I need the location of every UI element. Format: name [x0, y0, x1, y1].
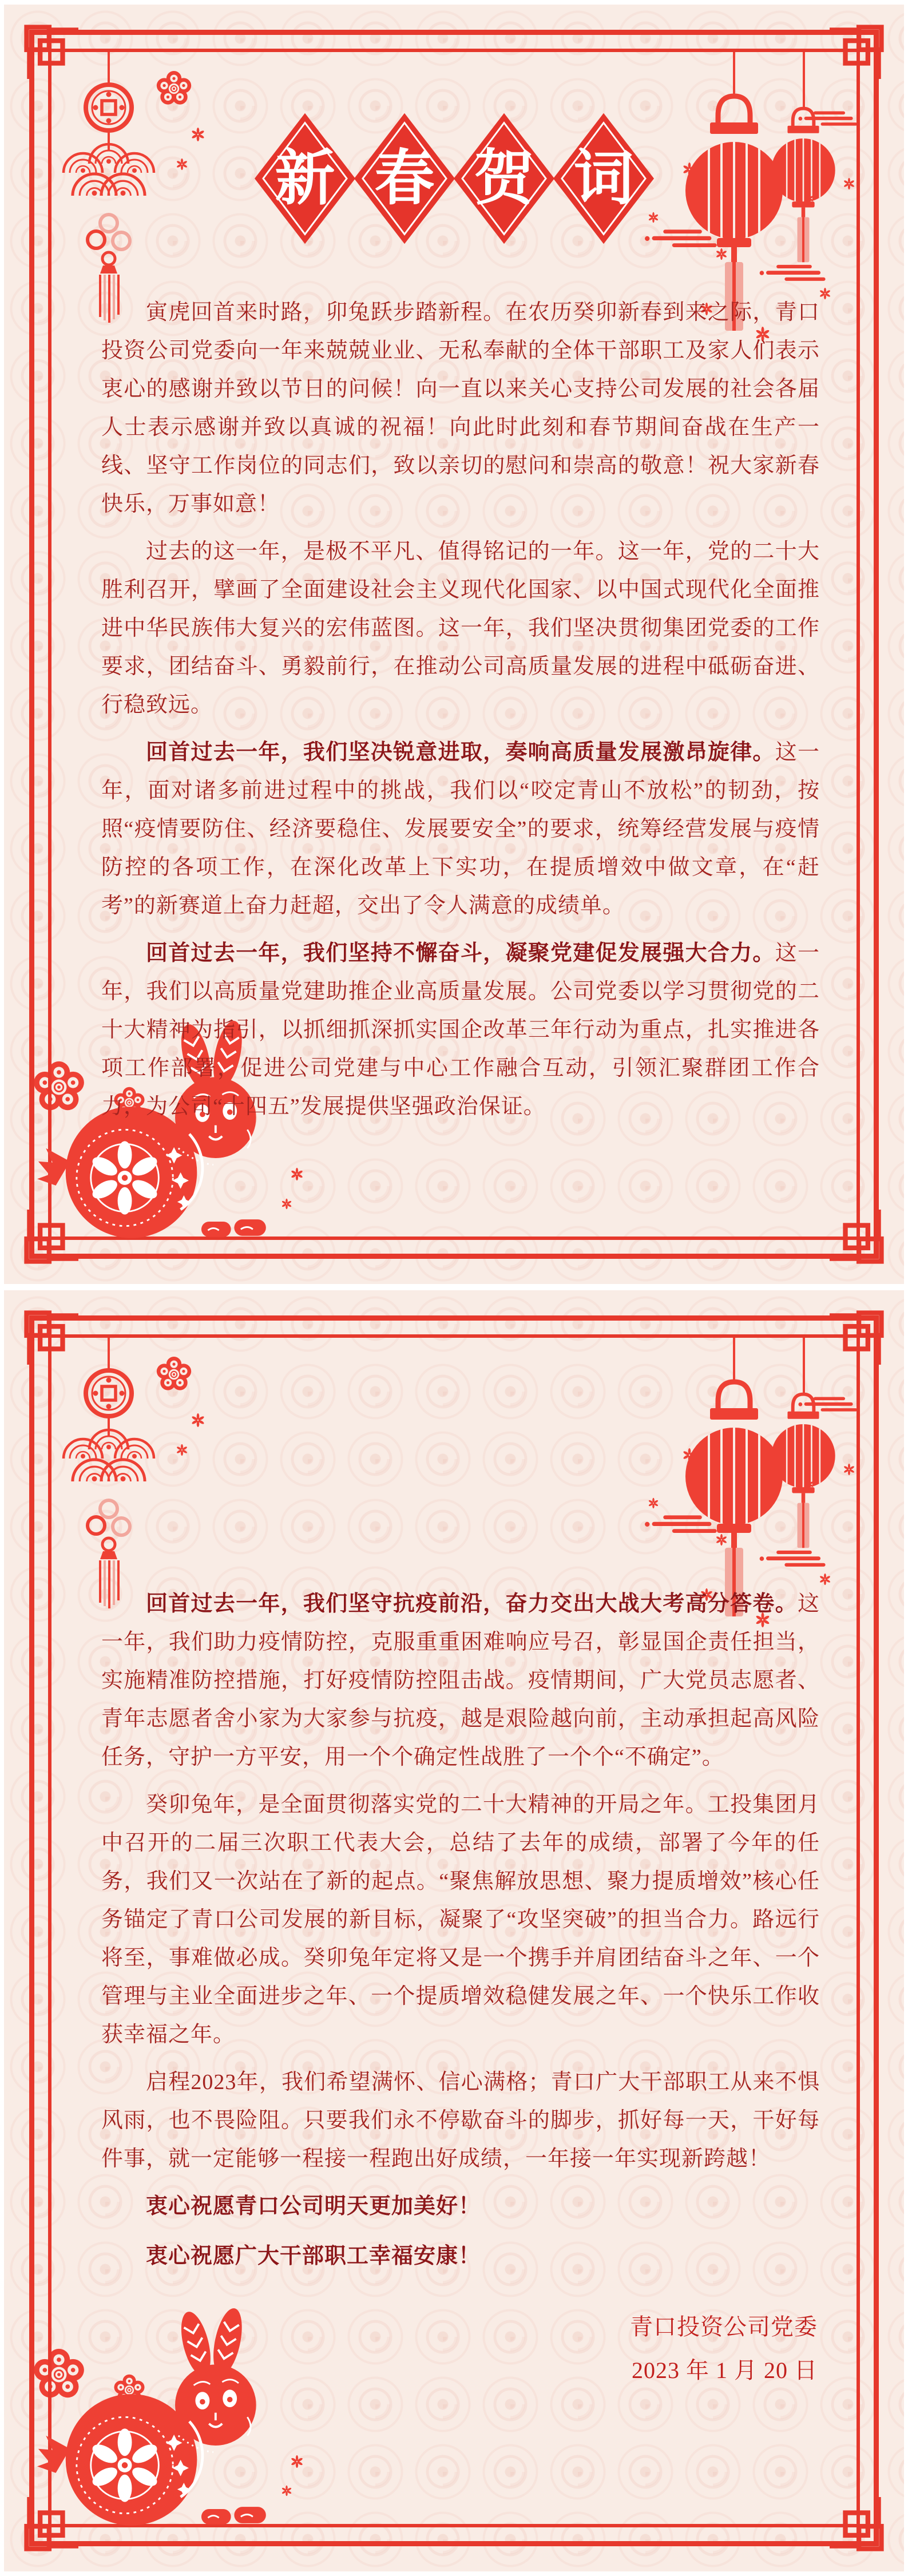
paragraph — [101, 533, 820, 724]
title-char: 贺 — [474, 145, 534, 212]
title-char: 词 — [573, 145, 633, 212]
paragraph-text: 过去的这一年，是极不平凡、值得铭记的一年。这一年，党的二十大胜利召开，擘画了全面建设社会主义现代化国家、以中国式现代化全面推进中华民族伟大复兴的宏伟蓝图。这一年，我们坚决贯彻集团党委的工作要求，团结奋斗、勇毅前行，在推动公司高质量发展的进程中砥砺奋进、行稳致远。 — [101, 540, 820, 717]
wish-line: 衷心祝愿青口公司明天更加美好！ — [146, 2194, 481, 2218]
greeting-page-1 — [4, 5, 904, 1284]
wish-line: 衷心祝愿广大干部职工幸福安康！ — [146, 2244, 481, 2268]
page2-text-body — [101, 1585, 820, 2392]
paragraph — [101, 1585, 820, 1777]
paragraph — [101, 1786, 820, 2054]
corner-knot-icon — [11, 11, 78, 79]
paragraph-text: 这一年，我们助力疫情防控，克服重重困难响应号召，彰显国企责任担当，实施精准防控措施，打好疫情防控阻击战。疫情期间，广大党员志愿者、青年志愿者舍小家为大家参与抗疫，越是艰险越向前，主动承担起高风险任务，守护一方平安，用一个个确定性战胜了一个个“不确定”。 — [101, 1592, 820, 1769]
title-diamond — [351, 111, 458, 246]
paragraph-lead: 回首过去一年，我们坚决锐意进取，奏响高质量发展激昂旋律。 — [146, 740, 775, 764]
title-diamond — [450, 111, 558, 246]
paragraph — [101, 934, 820, 1126]
signature-block — [101, 2305, 820, 2392]
paragraph-lead: 回首过去一年，我们坚持不懈奋斗，凝聚党建促发展强大合力。 — [146, 941, 775, 965]
paragraph-text: 启程2023年，我们希望满怀、信心满格；青口广大干部职工从来不惧风雨，也不畏险阻。只要我们永不停歇奋斗的脚步，抓好每一天，干好每件事，就一定能够一程接一程跑出好成绩，一年接一年实现新跨越！ — [101, 2070, 820, 2171]
paragraph-text: 这一年，我们以高质量党建助推企业高质量发展。公司党委以学习贯彻党的二十大精神为指引，以抓细抓深抓实国企改革三年行动为重点，扎实推进各项工作部署，促进公司党建与中心工作融合互动，引领汇聚群团工作合力，为公司“十四五”发展提供坚强政治保证。 — [101, 941, 820, 1119]
page-title — [4, 111, 904, 246]
paragraph-lead: 回首过去一年，我们坚守抗疫前沿，奋力交出大战大考高分答卷。 — [146, 1592, 798, 1616]
signature: 青口投资公司党委 — [630, 2314, 818, 2340]
corner-knot-icon — [830, 11, 897, 79]
corner-knot-icon — [11, 1297, 78, 1365]
greeting-page-2 — [4, 1290, 904, 2571]
corner-knot-icon — [830, 1210, 897, 1277]
corner-knot-icon — [830, 2497, 897, 2565]
paragraph — [101, 734, 820, 925]
paragraph-text: 癸卯兔年，是全面贯彻落实党的二十大精神的开局之年。工投集团月中召开的二届三次职工代表大会，总结了去年的成绩，部署了今年的任务，我们又一次站在了新的起点。“聚焦解放思想、聚力提质增效”核心任务锚定了青口公司发展的新目标，凝聚了“攻坚突破”的担当合力。路远行将至，事难做必成。癸卯兔年定将又是一个携手并肩团结奋斗之年、一个管理与主业全面进步之年、一个提质增效稳健发展之年、一个快乐工作收获幸福之年。 — [101, 1793, 820, 2047]
page1-text-body — [101, 294, 820, 1135]
title-diamond — [251, 111, 359, 246]
corner-knot-icon — [830, 1297, 897, 1365]
paragraph — [101, 294, 820, 524]
title-char: 春 — [374, 145, 434, 212]
paragraph-text: 这一年，面对诸多前进过程中的挑战，我们以“咬定青山不放松”的韧劲，按照“疫情要防住、经济要稳住、发展要安全”的要求，统筹经营发展与疫情防控的各项工作，在深化改革上下实功，在提质增效中做文章，在“赶考”的新赛道上奋力赶超，交出了令人满意的成绩单。 — [101, 740, 820, 918]
paragraph — [101, 2063, 820, 2178]
paragraph-text: 寅虎回首来时路，卯兔跃步踏新程。在农历癸卯新春到来之际，青口投资公司党委向一年来兢兢业业、无私奉献的全体干部职工及家人们表示衷心的感谢并致以节日的问候！向一直以来关心支持公司发展的社会各届人士表示感谢并致以真诚的祝福！向此时此刻和春节期间奋战在生产一线、坚守工作岗位的同志们，致以亲切的慰问和崇高的敬意！祝大家新春快乐，万事如意！ — [101, 300, 820, 516]
date: 2023 年 1 月 20 日 — [632, 2357, 818, 2383]
title-diamond — [550, 111, 657, 246]
title-char: 新 — [275, 145, 335, 212]
